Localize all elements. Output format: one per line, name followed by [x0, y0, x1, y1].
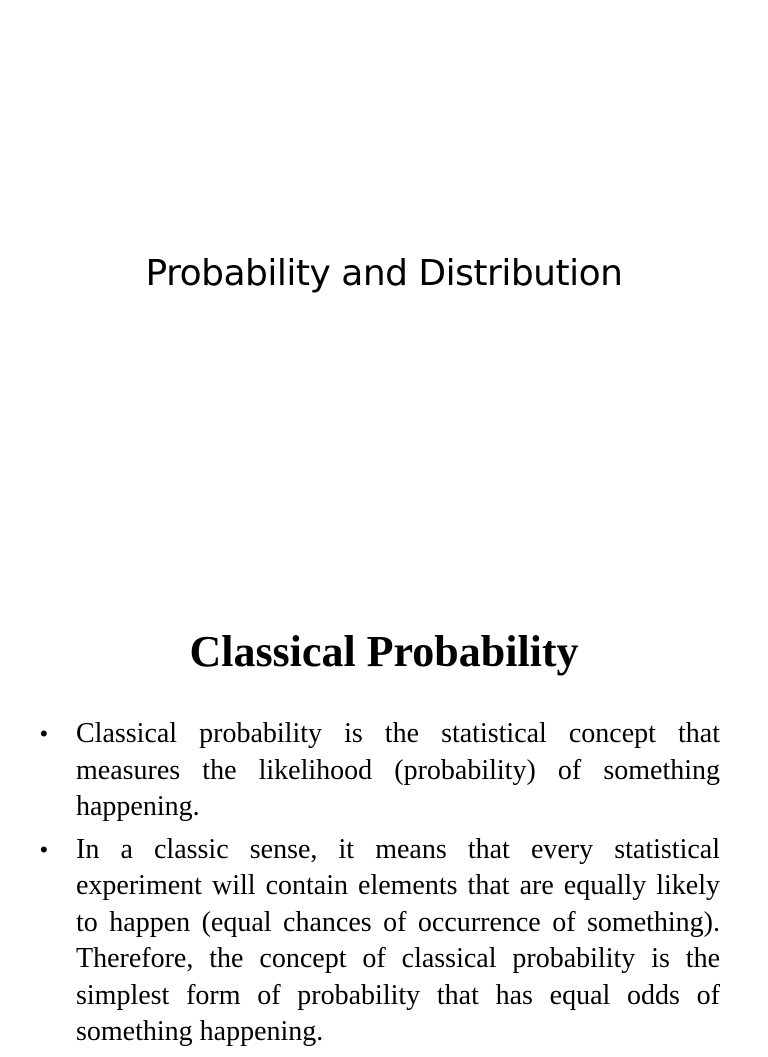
bullet-icon: • [40, 836, 48, 862]
bullet-text: In a classic sense, it means that every statistical experiment will contain elements that are equally likely to happen (equal chances of occurrence of something). Therefore, the concept of classical probability is the simplest form of probability that has equal odds of something happening. [76, 833, 720, 1047]
bullet-text: Classical probability is the statistical concept that measures the likelihood (probability) of something happening. [76, 718, 720, 822]
slide-title: Probability and Distribution [145, 253, 623, 294]
bullet-item [40, 832, 720, 1051]
content-slide [0, 576, 768, 1047]
bullet-list [40, 716, 720, 1057]
bullet-item [40, 716, 720, 826]
slide-heading: Classical Probability [189, 627, 579, 676]
bullet-icon: • [40, 721, 48, 746]
